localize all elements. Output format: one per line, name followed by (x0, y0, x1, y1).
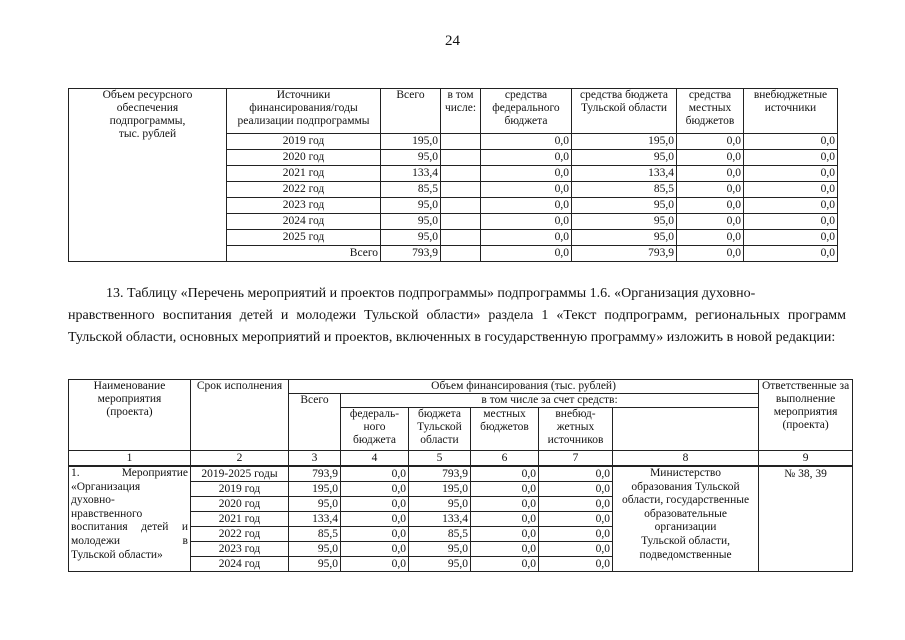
loc-cell: 0,0 (677, 134, 744, 150)
fed-cell: 0,0 (341, 497, 409, 512)
item-name-line: духовно- (71, 494, 115, 507)
fed-cell: 0,0 (481, 230, 572, 246)
year-cell: 2022 год (227, 182, 381, 198)
off-cell: 0,0 (744, 246, 838, 262)
loc-cell: 0,0 (471, 512, 539, 527)
period-header: Срок исполнения (191, 380, 289, 451)
total-cell: 133,4 (381, 166, 441, 182)
header-line: реализации подпрограммы (237, 115, 370, 127)
header-line: внебюд- (555, 408, 596, 420)
reg-cell: 95,0 (572, 198, 677, 214)
incl-header: в том числе за счет средств: (341, 394, 759, 408)
year-cell: 2023 год (227, 198, 381, 214)
link-cell: № 38, 39 (759, 466, 853, 572)
header-line: средства (504, 89, 548, 101)
fed-cell: 0,0 (341, 466, 409, 482)
page-number: 24 (445, 33, 460, 49)
col-number: 1 (69, 451, 191, 467)
fed-cell: 0,0 (341, 527, 409, 542)
fed-cell: 0,0 (341, 482, 409, 497)
total-cell: 85,5 (289, 527, 341, 542)
fed-cell: 0,0 (481, 246, 572, 262)
fed-cell: 0,0 (481, 134, 572, 150)
activities-table (68, 379, 853, 572)
table-row (69, 466, 853, 482)
item-name-line: Тульской области» (71, 548, 163, 561)
federal-header (481, 89, 572, 134)
header-line: (проекта) (782, 419, 829, 431)
responsible-line: Министерство (650, 467, 721, 479)
reg-cell: 793,9 (572, 246, 677, 262)
off-cell: 0,0 (539, 542, 613, 557)
header-line: средства (688, 89, 732, 101)
sources-header (227, 89, 381, 134)
header-line: федераль- (349, 408, 400, 420)
header-line: бюджета (353, 434, 396, 446)
reg-cell: 195,0 (572, 134, 677, 150)
reg-cell: 195,0 (409, 482, 471, 497)
header-line: бюджетов (685, 115, 735, 127)
off-cell: 0,0 (539, 557, 613, 572)
off-cell: 0,0 (539, 482, 613, 497)
loc-cell: 0,0 (471, 497, 539, 512)
header-line: местных (483, 408, 526, 420)
year-cell: 2024 год (227, 214, 381, 230)
offbudget-header (744, 89, 838, 134)
year-cell: 2020 год (227, 150, 381, 166)
col-number: 5 (409, 451, 471, 467)
responsible-line: области, государственные (621, 494, 750, 507)
reg-cell: 85,5 (409, 527, 471, 542)
year-cell: Всего (227, 246, 381, 262)
header-line: Наименование (93, 380, 166, 392)
empty-cell (441, 134, 481, 150)
header-line: мероприятия (97, 393, 162, 405)
header-line: Тульской области (580, 102, 667, 114)
year-cell: 2021 год (227, 166, 381, 182)
loc-cell: 0,0 (471, 527, 539, 542)
responsible-line: подведомственные (639, 548, 732, 561)
responsible-cell (613, 466, 759, 572)
off-cell: 0,0 (539, 527, 613, 542)
loc-cell: 0,0 (471, 466, 539, 482)
header-line: выполнение мероприятия (773, 393, 838, 418)
loc-cell: 0,0 (677, 198, 744, 214)
header-line: области (420, 434, 459, 446)
header-line: источники (764, 102, 817, 114)
empty-cell (441, 166, 481, 182)
period-cell: 2022 год (191, 527, 289, 542)
item-name-cell (69, 466, 191, 572)
total-header: Всего (289, 394, 341, 451)
item-name-line: «Организация (71, 480, 141, 493)
header-line: Источники (276, 89, 331, 101)
paragraph-rest: нравственного воспитания детей и молодежи Тульской области» раздела 1 «Текст подпрограмм, региональных программ Тульской области, основных мероприятий и проектов, включенных в государственную программу» изложить в новой редакции: (68, 308, 846, 345)
reg-cell: 133,4 (409, 512, 471, 527)
fed-cell: 0,0 (481, 198, 572, 214)
header-row-1 (69, 380, 853, 394)
empty-cell (441, 214, 481, 230)
item-name-line: молодежи в (71, 534, 188, 547)
col-number: 6 (471, 451, 539, 467)
total-cell: 85,5 (381, 182, 441, 198)
col-number: 2 (191, 451, 289, 467)
volume-header: Объем финансирования (тыс. рублей) (289, 380, 759, 394)
responsible-line: образовательные (644, 507, 727, 520)
off-cell: 0,0 (539, 497, 613, 512)
reg-cell: 95,0 (409, 542, 471, 557)
total-cell: 95,0 (381, 214, 441, 230)
empty-cell (441, 246, 481, 262)
period-cell: 2020 год (191, 497, 289, 512)
loc-cell: 0,0 (677, 150, 744, 166)
loc-cell: 0,0 (471, 482, 539, 497)
header-line: в том (447, 89, 474, 101)
period-cell: 2019-2025 годы (191, 466, 289, 482)
item-name-line: воспитания детей и (71, 521, 188, 534)
responsible-line: образования Тульской (631, 480, 740, 493)
label-line: подпрограммы, (109, 115, 186, 127)
loc-cell: 0,0 (677, 182, 744, 198)
header-line: (проекта) (106, 406, 153, 418)
header-line: средства бюджета (580, 89, 668, 101)
off-cell: 0,0 (539, 466, 613, 482)
off-cell: 0,0 (744, 150, 838, 166)
total-cell: 793,9 (381, 246, 441, 262)
off-cell: 0,0 (744, 198, 838, 214)
label-line: Объем ресурсного (102, 89, 193, 101)
local-header (471, 408, 539, 451)
col-number: 4 (341, 451, 409, 467)
loc-cell: 0,0 (677, 230, 744, 246)
item-name-line: нравственного (71, 507, 143, 520)
off-cell: 0,0 (744, 230, 838, 246)
header-line: местных (688, 102, 732, 114)
total-cell: 95,0 (289, 497, 341, 512)
fed-cell: 0,0 (341, 542, 409, 557)
total-cell: 95,0 (381, 230, 441, 246)
header-line: числе: (444, 102, 477, 114)
year-cell: 2025 год (227, 230, 381, 246)
incl-header (441, 89, 481, 134)
regional-header (409, 408, 471, 451)
empty-cell (441, 198, 481, 214)
local-header (677, 89, 744, 134)
loc-cell: 0,0 (677, 214, 744, 230)
total-cell: 195,0 (289, 482, 341, 497)
period-cell: 2019 год (191, 482, 289, 497)
header-line: бюджета (418, 408, 461, 420)
reg-cell: 95,0 (572, 150, 677, 166)
total-cell: 95,0 (289, 542, 341, 557)
responsible-header (759, 380, 853, 451)
name-header (69, 380, 191, 451)
responsible-line: Тульской области, (641, 534, 730, 547)
fed-cell: 0,0 (481, 214, 572, 230)
paragraph-first-line: 13. Таблицу «Перечень мероприятий и проектов подпрограммы» подпрограммы 1.6. «Организация духовно- (106, 286, 756, 301)
column-numbers-row (69, 451, 853, 467)
header-line: источников (547, 434, 604, 446)
off-cell: 0,0 (744, 166, 838, 182)
amendment-paragraph (68, 283, 846, 349)
loc-cell: 0,0 (471, 557, 539, 572)
year-cell: 2019 год (227, 134, 381, 150)
fed-cell: 0,0 (481, 150, 572, 166)
reg-cell: 85,5 (572, 182, 677, 198)
total-cell: 95,0 (289, 557, 341, 572)
reg-cell: 95,0 (409, 557, 471, 572)
fed-cell: 0,0 (341, 512, 409, 527)
header-line: федерального (492, 102, 560, 114)
reg-cell: 95,0 (409, 497, 471, 512)
period-cell: 2023 год (191, 542, 289, 557)
header-line: Тульской (417, 421, 462, 433)
empty-cell (441, 150, 481, 166)
col-number: 8 (613, 451, 759, 467)
reg-cell: 95,0 (572, 230, 677, 246)
off-cell: 0,0 (744, 214, 838, 230)
total-cell: 95,0 (381, 150, 441, 166)
loc-cell: 0,0 (471, 542, 539, 557)
total-header: Всего (381, 89, 441, 134)
header-line: бюджетов (480, 421, 529, 433)
reg-cell: 133,4 (572, 166, 677, 182)
empty-cell (441, 182, 481, 198)
off-cell: 0,0 (744, 182, 838, 198)
fed-cell: 0,0 (481, 166, 572, 182)
off-cell: 0,0 (539, 512, 613, 527)
item-name-line: 1. Мероприятие (71, 467, 188, 479)
col-number: 9 (759, 451, 853, 467)
col-number: 3 (289, 451, 341, 467)
resource-label-cell (69, 89, 227, 262)
header-line: внебюджетные (753, 89, 828, 101)
header-line: финансирования/годы (249, 102, 358, 114)
total-cell: 95,0 (381, 198, 441, 214)
responsible-line: организации (654, 521, 717, 534)
period-cell: 2024 год (191, 557, 289, 572)
total-cell: 195,0 (381, 134, 441, 150)
off-cell: 0,0 (744, 134, 838, 150)
fed-cell: 0,0 (341, 557, 409, 572)
resource-table-header (69, 89, 838, 134)
fed-cell: 0,0 (481, 182, 572, 198)
federal-header (341, 408, 409, 451)
header-line: Ответственные за (761, 380, 850, 392)
total-cell: 133,4 (289, 512, 341, 527)
header-line: бюджета (504, 115, 548, 127)
offbudget-header (539, 408, 613, 451)
period-cell: 2021 год (191, 512, 289, 527)
col-number: 7 (539, 451, 613, 467)
reg-cell: 95,0 (572, 214, 677, 230)
reg-cell: 793,9 (409, 466, 471, 482)
header-line: ного (363, 421, 386, 433)
empty-cell (441, 230, 481, 246)
label-line: тыс. рублей (118, 128, 177, 140)
total-cell: 793,9 (289, 466, 341, 482)
label-line: обеспечения (116, 102, 179, 114)
header-line: жетных (556, 421, 595, 433)
resource-table (68, 88, 838, 262)
loc-cell: 0,0 (677, 166, 744, 182)
regional-header (572, 89, 677, 134)
loc-cell: 0,0 (677, 246, 744, 262)
